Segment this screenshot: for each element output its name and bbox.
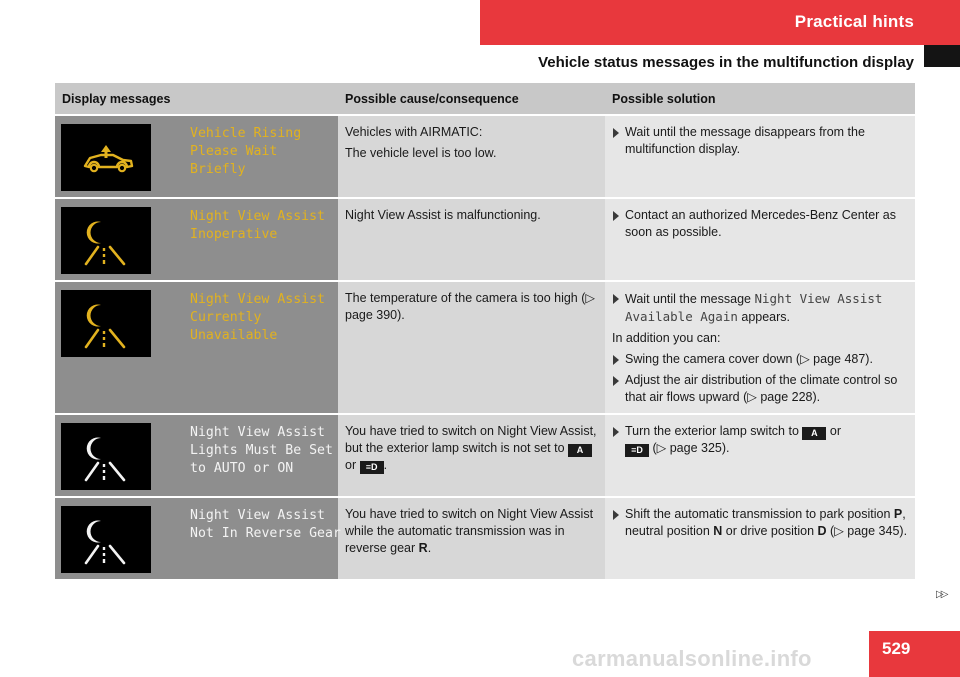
solution-step: Shift the automatic transmission to park position P, neutral position N or drive position D (▷ page 345).	[612, 506, 908, 540]
table-row	[55, 114, 915, 197]
solution-cell	[605, 413, 915, 496]
night-view-icon	[61, 423, 151, 490]
header-possible-cause: Possible cause/consequence	[338, 83, 605, 114]
display-messages-table	[55, 83, 915, 579]
display-cell	[55, 197, 338, 280]
section-title: Vehicle status messages in the multifunction display	[538, 54, 914, 71]
solution-step: Swing the camera cover down (▷ page 487).	[612, 351, 908, 368]
solution-step: Contact an authorized Mercedes-Benz Center as soon as possible.	[612, 207, 908, 241]
low-beam-symbol-icon: ≡D	[360, 461, 384, 474]
solution-cell	[605, 197, 915, 280]
solution-cell	[605, 496, 915, 579]
solution-step: Wait until the message Night View Assist Available Again appears.	[612, 290, 908, 326]
display-screen	[61, 506, 151, 573]
low-beam-symbol-icon: ≡D	[625, 444, 649, 457]
chapter-tab	[480, 0, 960, 45]
display-message-reference: Night View Assist Available Again	[625, 291, 883, 324]
solution-step: Turn the exterior lamp switch to A or ≡D (▷ page 325).	[612, 423, 908, 457]
cause-cell: The temperature of the camera is too high (▷ page 390).	[338, 280, 605, 413]
cause-cell: Night View Assist is malfunctioning.	[338, 197, 605, 280]
display-message-text: Vehicle Rising Please Wait Briefly	[190, 126, 302, 177]
display-message-text: Night View Assist Inoperative	[190, 209, 325, 242]
table-row	[55, 413, 915, 496]
solution-note: In addition you can:	[612, 331, 721, 345]
auto-lamp-symbol-icon: A	[568, 444, 592, 457]
solution-cell	[605, 280, 915, 413]
chapter-marker	[924, 45, 960, 67]
cause-cell: You have tried to switch on Night View Assist, but the exterior lamp switch is not set to A or ≡D .	[338, 413, 605, 496]
night-view-icon	[61, 506, 151, 573]
solution-cell	[605, 114, 915, 197]
cause-cell: You have tried to switch on Night View Assist while the automatic transmission was in reverse gear R.	[338, 496, 605, 579]
solution-step: Adjust the air distribution of the climate control so that air flows upward (▷ page 228).	[612, 372, 908, 406]
cause-cell: Vehicles with AIRMATIC: The vehicle level is too low.	[338, 114, 605, 197]
continue-arrows-icon: ▷▷	[936, 589, 946, 600]
display-message-text: Night View Assist Not In Reverse Gear	[190, 508, 341, 541]
header-display-messages: Display messages	[55, 83, 338, 114]
night-view-icon	[61, 207, 151, 274]
display-screen	[61, 207, 151, 274]
table-row	[55, 496, 915, 579]
display-screen	[61, 124, 151, 191]
page-number-box	[869, 631, 960, 677]
display-cell	[55, 114, 338, 197]
page-number: 529	[882, 639, 911, 658]
display-cell	[55, 413, 338, 496]
display-message-text: Night View Assist Currently Unavailable	[190, 292, 325, 343]
night-view-icon	[61, 290, 151, 357]
auto-lamp-symbol-icon: A	[802, 427, 826, 440]
display-message-text: Night View Assist Lights Must Be Set to AUTO or ON	[190, 425, 333, 476]
display-screen	[61, 290, 151, 357]
table-row	[55, 197, 915, 280]
table-header-row	[55, 83, 915, 114]
display-cell	[55, 280, 338, 413]
vehicle-rising-icon	[61, 124, 151, 191]
display-cell	[55, 496, 341, 579]
watermark: carmanualsonline.info	[572, 646, 812, 671]
chapter-title: Practical hints	[794, 12, 914, 31]
solution-step: Wait until the message disappears from the multifunction display.	[612, 124, 908, 158]
display-screen	[61, 423, 151, 490]
header-possible-solution: Possible solution	[605, 83, 915, 114]
table-row	[55, 280, 915, 413]
